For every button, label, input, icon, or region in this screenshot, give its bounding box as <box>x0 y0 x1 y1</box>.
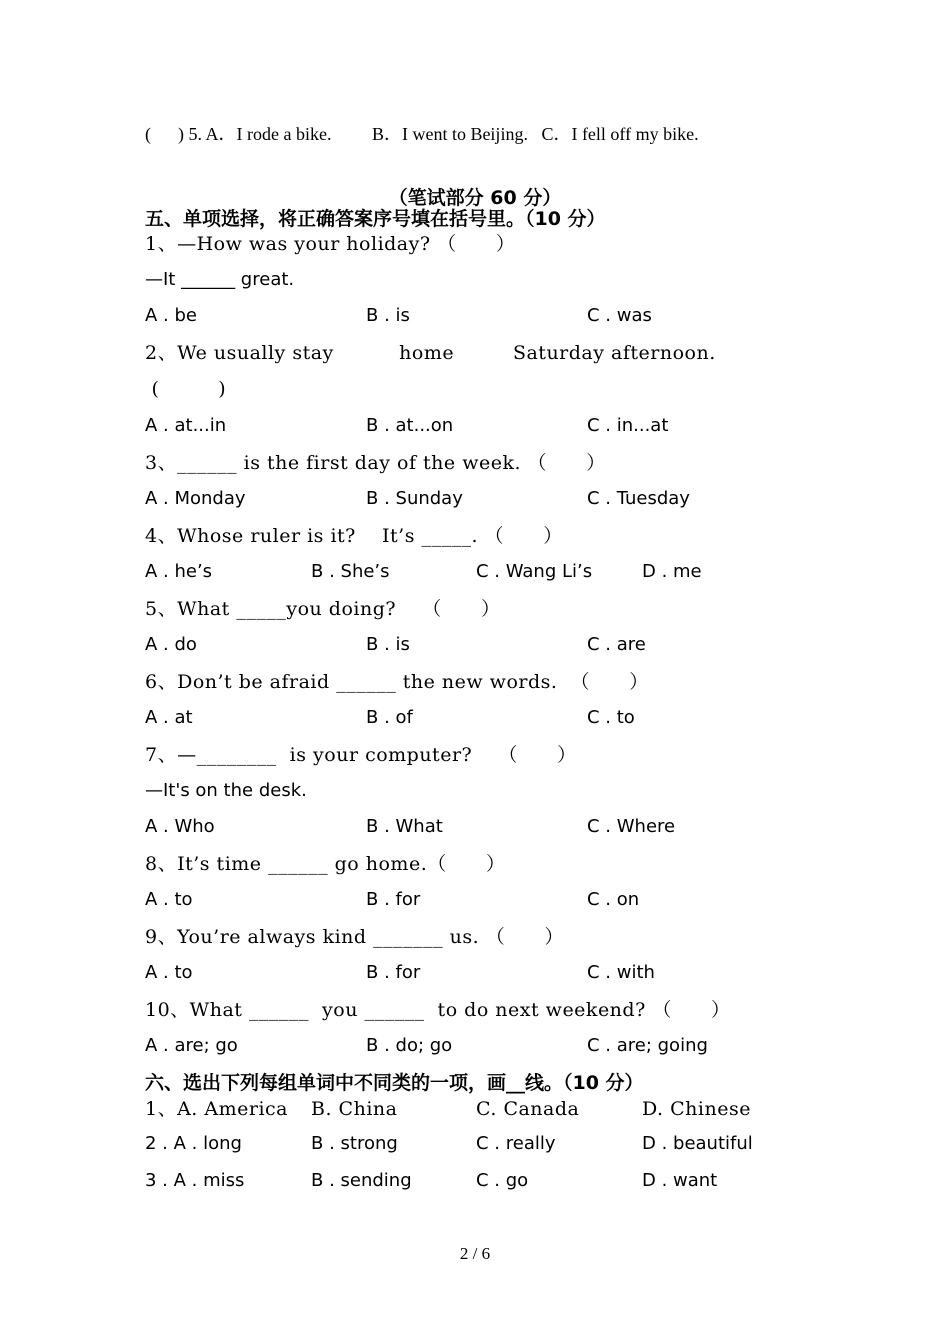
question-5-option-b: B . is <box>366 634 410 655</box>
question-2-option-c: C . in...at <box>587 415 669 436</box>
question-1-stem: 1、—How was your holiday? （ ） <box>145 233 516 255</box>
question-1-option-b: B . is <box>366 305 410 326</box>
question-4-option-a: A . he’s <box>145 561 213 582</box>
question-8-stem: 8、It’s time ______ go home.（ ） <box>145 853 506 875</box>
question-8-option-a: A . to <box>145 889 193 910</box>
question-8-option-b: B . for <box>366 889 421 910</box>
question-7-stem-reply: —It's on the desk. <box>145 780 307 801</box>
question-4-option-d: D . me <box>642 561 702 582</box>
question-6-option-b: B . of <box>366 707 413 728</box>
question-10-option-c: C . are; going <box>587 1035 708 1056</box>
section-6-row-2-c: C . really <box>476 1133 556 1154</box>
question-4-stem: 4、Whose ruler is it? It’s _____. （ ） <box>145 525 563 547</box>
section-6-row-2-d: D . beautiful <box>642 1133 753 1154</box>
question-3-stem: 3、______ is the first day of the week. （ ） <box>145 452 606 474</box>
question-10-stem: 10、What ______ you ______ to do next weekend? （ ） <box>145 999 731 1021</box>
question-1-stem-reply: —It ______ great. <box>145 269 295 290</box>
section-6-row-3-c: C . go <box>476 1170 529 1191</box>
question-3-option-c: C . Tuesday <box>587 488 690 509</box>
question-5-option-c: C . are <box>587 634 646 655</box>
question-2-option-b: B . at...on <box>366 415 454 436</box>
question-5-stem: 5、What _____you doing? （ ） <box>145 598 501 620</box>
written-section-title: （笔试部分 60 分） <box>388 187 562 209</box>
question-1-option-c: C . was <box>587 305 652 326</box>
question-10-option-b: B . do; go <box>366 1035 453 1056</box>
section-6-row-1-c: C. Canada <box>476 1098 580 1120</box>
question-3-option-a: A . Monday <box>145 488 246 509</box>
question-10-option-a: A . are; go <box>145 1035 238 1056</box>
page-number: 2 / 6 <box>459 1244 491 1263</box>
question-7-option-c: C . Where <box>587 816 676 837</box>
question-6-option-c: C . to <box>587 707 635 728</box>
listening-item-5: ( ) 5. A．I rode a bike. B．I went to Beijing. C．I fell off my bike. <box>145 124 699 144</box>
section-5-heading: 五、单项选择，将正确答案序号填在括号里。（10 分） <box>145 208 606 230</box>
question-8-option-c: C . on <box>587 889 640 910</box>
section-6-heading: 六、选出下列每组单词中不同类的一项，画__线。（10 分） <box>145 1072 644 1094</box>
question-2-stem: 2、We usually stay home Saturday afternoon. <box>145 342 716 364</box>
question-4-option-c: C . Wang Li’s <box>476 561 593 582</box>
section-6-row-1-b: B. China <box>311 1098 398 1120</box>
question-9-stem: 9、You’re always kind _______ us. （ ） <box>145 926 564 948</box>
question-7-option-a: A . Who <box>145 816 215 837</box>
question-4-option-b: B . She’s <box>311 561 390 582</box>
question-6-stem: 6、Don’t be afraid ______ the new words. （ ） <box>145 671 649 693</box>
question-5-option-a: A . do <box>145 634 197 655</box>
question-2-option-a: A . at...in <box>145 415 227 436</box>
section-6-row-3-b: B . sending <box>311 1170 412 1191</box>
section-6-row-2-a: 2 . A . long <box>145 1133 242 1154</box>
question-9-option-c: C . with <box>587 962 655 983</box>
question-7-option-b: B . What <box>366 816 443 837</box>
question-9-option-a: A . to <box>145 962 193 983</box>
question-6-option-a: A . at <box>145 707 193 728</box>
question-1-option-a: A . be <box>145 305 197 326</box>
question-3-option-b: B . Sunday <box>366 488 463 509</box>
section-6-row-3-a: 3 . A . miss <box>145 1170 245 1191</box>
question-2-answer-bracket: ( ) <box>145 378 227 400</box>
question-9-option-b: B . for <box>366 962 421 983</box>
section-6-row-3-d: D . want <box>642 1170 718 1191</box>
section-6-row-1-a: 1、A. America <box>145 1098 288 1120</box>
section-6-row-2-b: B . strong <box>311 1133 398 1154</box>
question-7-stem: 7、—________ is your computer? （ ） <box>145 744 577 766</box>
section-6-row-1-d: D. Chinese <box>642 1098 751 1120</box>
